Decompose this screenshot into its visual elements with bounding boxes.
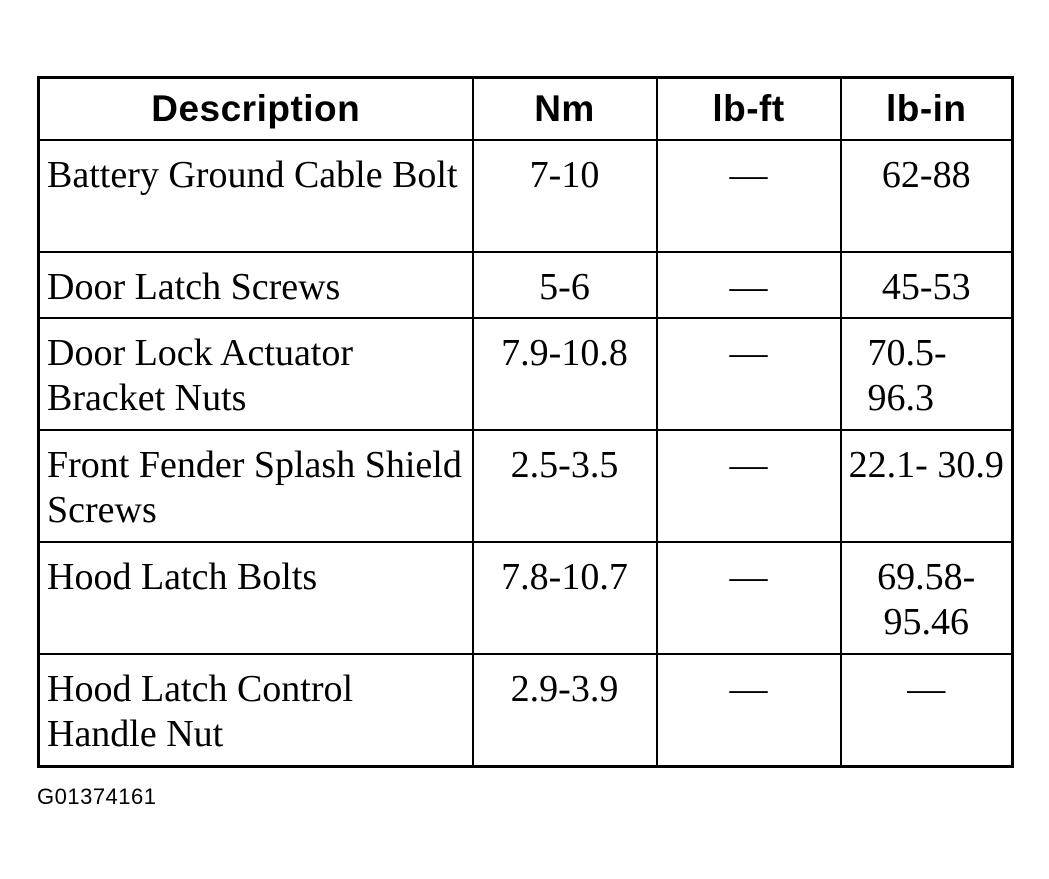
cell-description: Hood Latch Bolts (39, 542, 473, 654)
cell-description: Door Latch Screws (39, 252, 473, 318)
cell-nm: 2.5-3.5 (473, 430, 657, 542)
cell-nm: 5-6 (473, 252, 657, 318)
table-row (39, 252, 1013, 318)
cell-lb-in: 45-53 (841, 252, 1013, 318)
cell-lb-ft: — (657, 318, 841, 430)
header-lb-ft: lb-ft (657, 78, 841, 141)
table-row (39, 318, 1013, 430)
table-row (39, 140, 1013, 252)
cell-lb-ft: — (657, 542, 841, 654)
cell-nm: 7.9-10.8 (473, 318, 657, 430)
cell-lb-in: 22.1- 30.9 (841, 430, 1013, 542)
cell-lb-ft: — (657, 430, 841, 542)
cell-nm: 7-10 (473, 140, 657, 252)
cell-description: Battery Ground Cable Bolt (39, 140, 473, 252)
cell-nm: 7.8-10.7 (473, 542, 657, 654)
table-row (39, 654, 1013, 767)
figure-code: G01374161 (37, 784, 157, 809)
cell-lb-ft: — (657, 252, 841, 318)
torque-spec-table (37, 76, 1014, 768)
cell-lb-in: 69.58- 95.46 (841, 542, 1013, 654)
cell-description: Door Lock Actuator Bracket Nuts (39, 318, 473, 430)
header-lb-in: lb-in (841, 78, 1013, 141)
header-description: Description (39, 78, 473, 141)
cell-lb-ft: — (657, 654, 841, 767)
cell-description: Hood Latch Control Handle Nut (39, 654, 473, 767)
cell-lb-ft: — (657, 140, 841, 252)
cell-lb-in: 62-88 (841, 140, 1013, 252)
header-nm: Nm (473, 78, 657, 141)
table-row (39, 430, 1013, 542)
cell-nm: 2.9-3.9 (473, 654, 657, 767)
cell-description: Front Fender Splash Shield Screws (39, 430, 473, 542)
cell-lb-in: 70.5- 96.3 (841, 318, 1013, 430)
table-row (39, 542, 1013, 654)
table-header-row (39, 78, 1013, 141)
cell-lb-in: — (841, 654, 1013, 767)
